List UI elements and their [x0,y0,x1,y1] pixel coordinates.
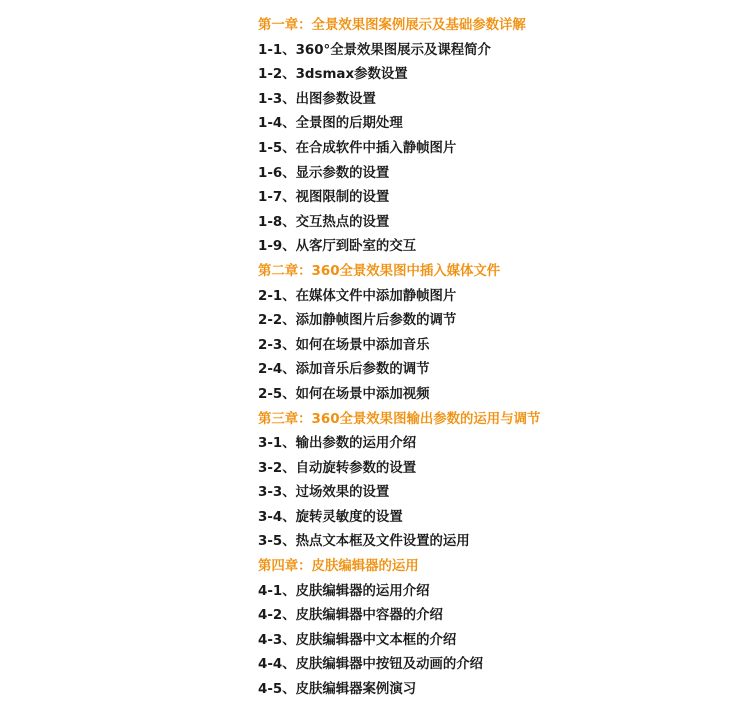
lesson-item: 4-2、皮肤编辑器中容器的介绍 [258,608,443,624]
lesson-item: 1-6、显示参数的设置 [258,165,390,181]
lesson-item: 2-1、在媒体文件中添加静帧图片 [258,288,457,304]
lesson-item: 4-5、皮肤编辑器案例演习 [258,682,417,698]
lesson-item: 3-1、输出参数的运用介绍 [258,436,417,452]
chapter-title: 第四章：皮肤编辑器的运用 [258,559,419,575]
lesson-item: 3-4、旋转灵敏度的设置 [258,509,403,525]
lesson-item: 1-5、在合成软件中插入静帧图片 [258,140,457,156]
lesson-item: 4-3、皮肤编辑器中文本框的介绍 [258,632,457,648]
lesson-item: 3-2、自动旋转参数的设置 [258,460,417,476]
lesson-item: 1-1、360°全景效果图展示及课程简介 [258,42,491,58]
lesson-item: 2-2、添加静帧图片后参数的调节 [258,313,457,329]
lesson-item: 1-7、视图限制的设置 [258,190,390,206]
chapter-title: 第一章：全景效果图案例展示及基础参数详解 [258,18,526,33]
table-of-contents [258,14,718,703]
lesson-item: 2-3、如何在场景中添加音乐 [258,337,430,353]
chapter-title: 第三章：360全景效果图输出参数的运用与调节 [258,411,541,427]
lesson-item: 1-2、3dsmax参数设置 [258,67,408,83]
lesson-item: 3-3、过场效果的设置 [258,485,390,501]
lesson-item: 4-1、皮肤编辑器的运用介绍 [258,583,430,599]
chapter-title: 第二章：360全景效果图中插入媒体文件 [258,263,501,279]
lesson-item: 2-5、如何在场景中添加视频 [258,386,430,402]
lesson-item: 3-5、热点文本框及文件设置的运用 [258,534,470,550]
lesson-item: 1-9、从客厅到卧室的交互 [258,239,417,255]
lesson-item: 2-4、添加音乐后参数的调节 [258,362,430,378]
lesson-item: 1-8、交互热点的设置 [258,214,390,230]
lesson-item: 1-4、全景图的后期处理 [258,116,403,132]
lesson-item: 1-3、出图参数设置 [258,91,376,107]
lesson-item: 4-4、皮肤编辑器中按钮及动画的介绍 [258,657,484,673]
